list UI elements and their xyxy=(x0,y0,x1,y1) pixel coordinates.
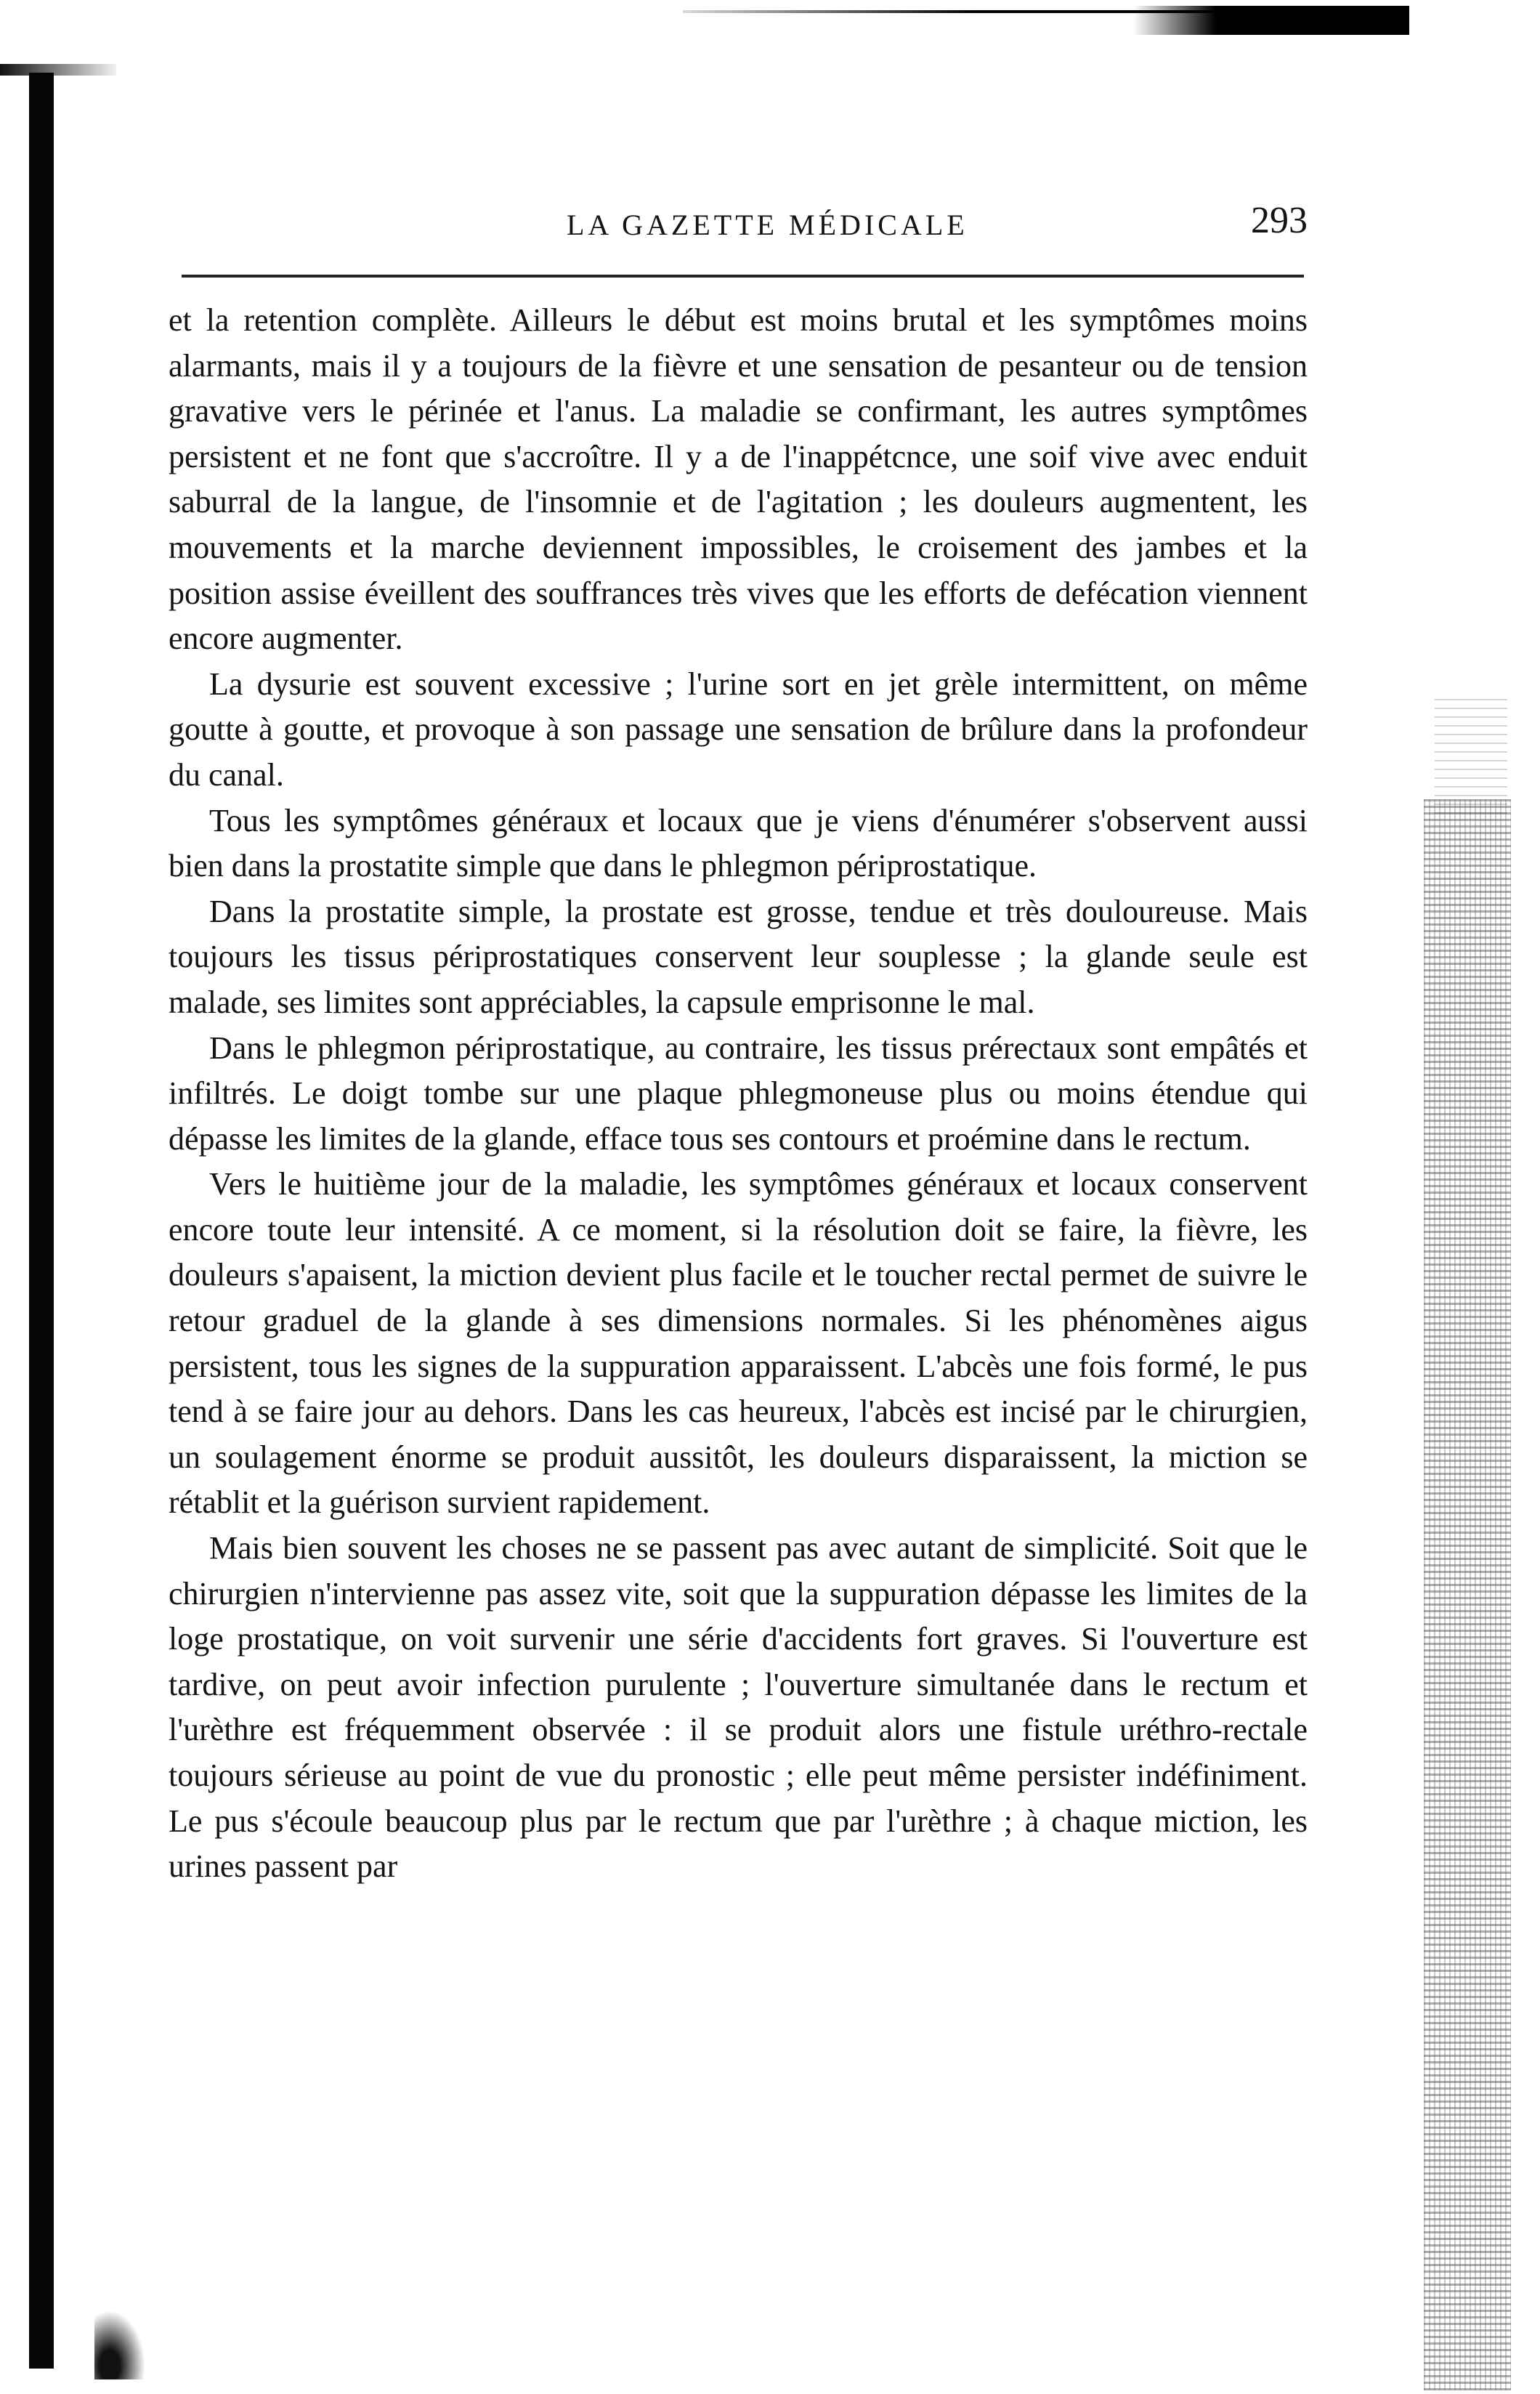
paragraph: Mais bien souvent les choses ne se passent pas avec autant de simplicité. Soit que le chirurgien n'intervienne pas assez vite, soit que la suppuration dépasse les limites de la loge prostatique, on voit survenir une série d'accidents fort graves. Si l'ouverture est tardive, on peut avoir infection purulente ; l'ouverture simultanée dans le rectum et l'urèthre est fréquemment observée : il se produit alors une fistule uréthro-rectale toujours sérieuse au point de vue du pronostic ; elle peut même persister indéfiniment. Le pus s'écoule beaucoup plus par le rectum que par l'urèthre ; à chaque miction, les urines passent par xyxy=(169,1530,1308,1885)
header-rule xyxy=(182,275,1304,278)
scan-page-edge-fade xyxy=(1435,697,1507,814)
paragraph: et la retention complète. Ailleurs le début est moins brutal et les symptômes moins alarmants, mais il y a toujours de la fièvre et une sensation de pesanteur ou de tension gravative vers le périnée et l'anus. La maladie se confirmant, les autres symptômes persistent et ne font que s'accroître. Il y a de l'inappétcnce, une soif vive avec enduit saburral de la langue, de l'insomnie et de l'agitation ; les douleurs augmentent, les mouvements et la marche deviennent impossibles, le croisement des jambes et la position assise éveillent des souffrances très vives que les efforts de defécation viennent encore augmenter. xyxy=(169,302,1308,657)
paragraph: Tous les symptômes généraux et locaux que je viens d'énumérer s'observent aussi bien dans la prostatite simple que dans le phlegmon périprostatique. xyxy=(169,802,1308,884)
scan-page-edge-bleed xyxy=(1424,799,1511,2390)
running-head xyxy=(174,195,1308,246)
paragraph: Dans le phlegmon périprostatique, au contraire, les tissus prérectaux sont empâtés et infiltrés. Le doigt tombe sur une plaque phlegmoneuse plus ou moins étendue qui dépasse les limites de la glande, efface tous ses contours et proémine dans le rectum. xyxy=(169,1030,1308,1157)
running-title: LA GAZETTE MÉDICALE xyxy=(567,209,968,241)
page-number: 293 xyxy=(1251,200,1308,241)
paragraph: Vers le huitième jour de la maladie, les symptômes généraux et locaux conservent encore toute leur intensité. A ce moment, si la résolution doit se faire, la fièvre, les douleurs s'apaisent, la miction devient plus facile et le toucher rectal permet de suivre le retour graduel de la glande à ses dimensions normales. Si les phénomènes aigus persistent, tous les signes de la suppuration apparaissent. L'abcès une fois formé, le pus tend à se faire jour au dehors. Dans les cas heureux, l'abcès est incisé par le chirurgien, un soulagement énorme se produit aussitôt, les douleurs disparaissent, la miction se rétablit et la guérison survient rapidement. xyxy=(169,1166,1308,1521)
scan-top-shadow xyxy=(1133,6,1409,35)
paragraph: Dans la prostatite simple, la prostate est grosse, tendue et très douloureuse. Mais toujours les tissus périprostatiques conservent leur souplesse ; la glande seule est malade, ses limites sont appréciables, la capsule emprisonne le mal. xyxy=(169,893,1308,1020)
scan-spine-top xyxy=(0,64,116,76)
scan-spine-bottom xyxy=(94,2310,145,2379)
scan-binding-edge xyxy=(29,73,54,2369)
paragraph: La dysurie est souvent excessive ; l'urine sort en jet grèle intermittent, on même goutte à goutte, et provoque à son passage une sensation de brûlure dans la profondeur du canal. xyxy=(169,666,1308,793)
body-text xyxy=(169,298,1308,1890)
